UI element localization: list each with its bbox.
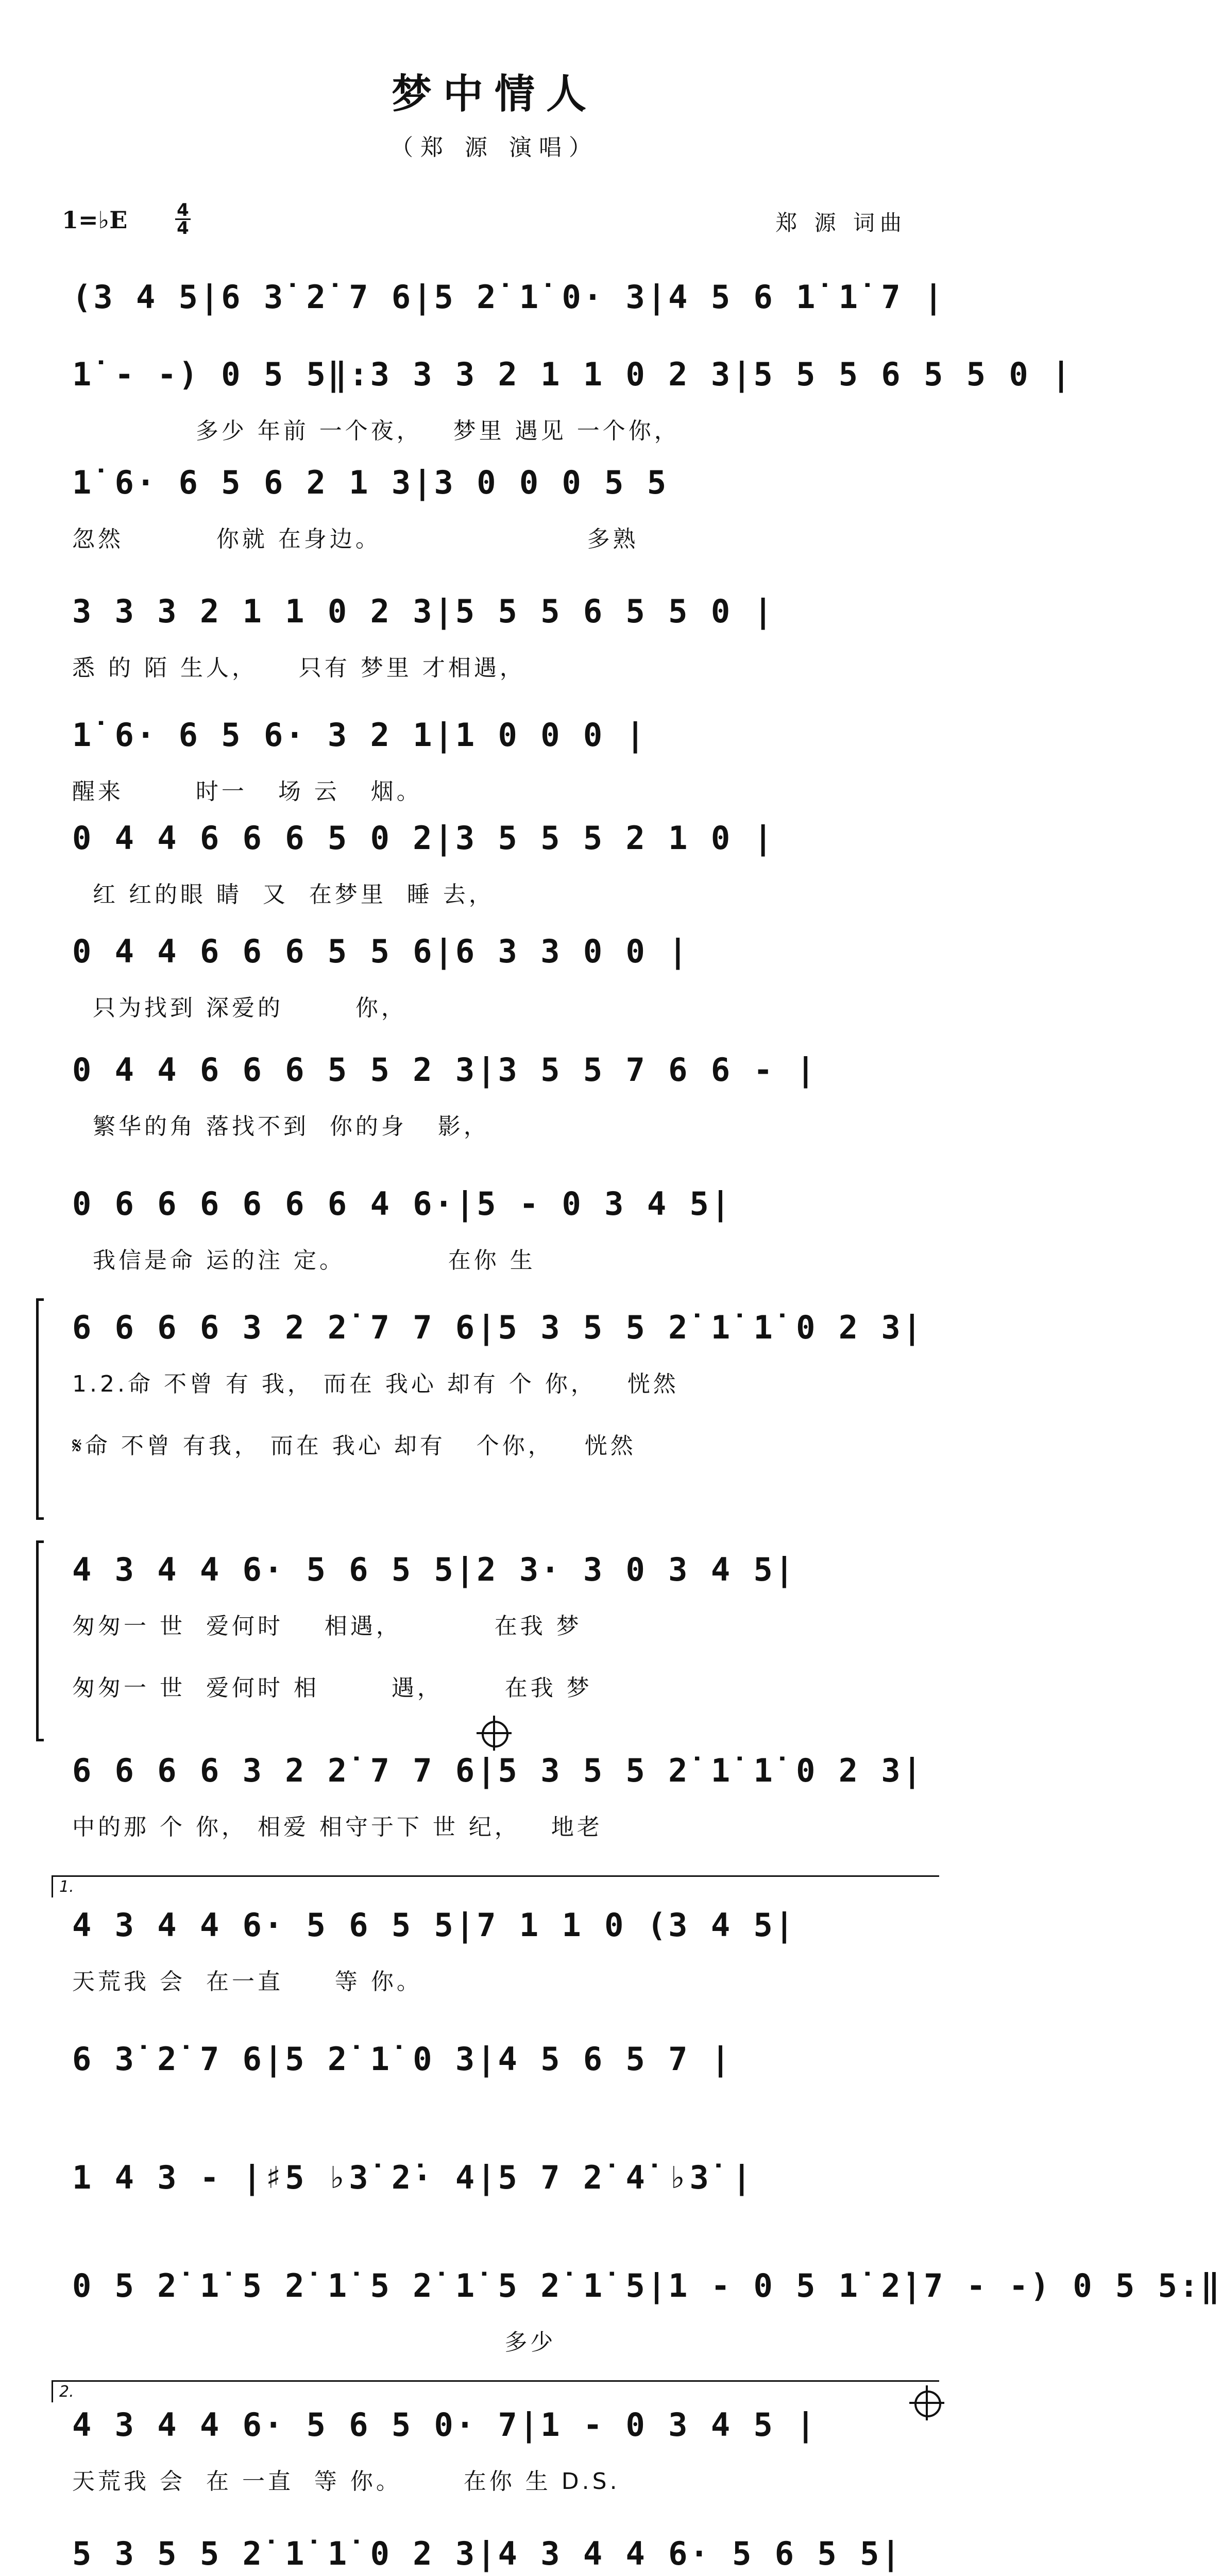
notation-line: 0 4 4 6 6 6 5 0 2|3 5 5 5 2 1 0 | — [72, 819, 775, 857]
volta-bracket — [52, 2380, 939, 2402]
lyric-line: 天荒我 会 在一直 等 你。 — [72, 1969, 422, 1995]
score-system — [52, 1309, 938, 1458]
lyric-line: 多少 年前 一个夜， 梦里 遇见 一个你， — [72, 418, 680, 444]
notation-line: 0 4 4 6 6 6 5 5 6|6 3 3 0 0 | — [72, 933, 690, 970]
coda-icon — [482, 1721, 508, 1748]
score-system — [52, 464, 938, 613]
notation-line: (3 4 5|6 3̇ 2̇ 7 6|5 2̇ 1̇ 0· 3|4 5 6 1̇ 1̇ 7 | — [72, 278, 945, 316]
notation-line: 0 5 2̇ 1̇ 5 2̇ 1̇ 5 2̇ 1̇ 5 2̇ 1̇ 5|1 - 0 5 1̇ 2̇|7 - -) 0 5 5:‖ — [72, 2267, 1222, 2304]
score-system — [52, 1906, 938, 2056]
notation-line: 3 3 3 2 1 1 0 2 3|5 5 5 6 5 5 0 | — [72, 592, 775, 630]
lyric-line: 悉 的 陌 生人， 只有 梦里 才相遇， — [72, 655, 525, 681]
time-signature — [175, 200, 191, 239]
volta-bracket — [52, 1875, 939, 1897]
notation-line: 6 6 6 6 3 2 2̇ 7 7 6|5 3 5 5 2̇ 1̇ 1̇ 0 2 3| — [72, 1309, 924, 1346]
lyric-line: 红 红的眼 睛 又 在梦里 睡 去， — [72, 882, 495, 908]
notation-line: 6 3̇ 2̇ 7 6|5 2̇ 1̇ 0 3|4 5 6 5 7 | — [72, 2040, 733, 2078]
notation-line: 1̇ 6· 6 5 6· 3 2 1|1 0 0 0 | — [72, 716, 647, 754]
notation-line: 4 3 4 4 6· 5 6 5 5|2 3· 3 0 3 4 5| — [72, 1551, 796, 1588]
notation-line: 5 3 5 5 2̇ 1̇ 1̇ 0 2 3|4 3 4 4 6· 5 6 5 5| — [72, 2535, 903, 2572]
notation-line: 4 3 4 4 6· 5 6 5 5|7 1 1 0 (3 4 5| — [72, 1906, 796, 1944]
lyric-line-second-verse: 匆匆一 世 爱何时 相 遇， 在我 梦 — [72, 1675, 592, 1701]
score-system — [52, 2406, 938, 2555]
volta-label: 1. — [59, 1878, 74, 1896]
notation-line: 1 4 3 - |♯5 ♭3̇ 2̇· 4|5 7 2̇ 4̇ ♭3̇ | — [72, 2159, 754, 2196]
verse-bracket — [36, 1298, 44, 1520]
lyric-line: 忽然 你就 在身边。 多熟 — [72, 526, 639, 552]
lyric-line: 我信是命 运的注 定。 在你 生 — [72, 1247, 536, 1274]
song-title: 梦中情人 — [391, 71, 598, 117]
notation-line: 6 6 6 6 3 2 2̇ 7 7 6|5 3 5 5 2̇ 1̇ 1̇ 0 2 3| — [72, 1752, 924, 1789]
coda-icon — [914, 2391, 941, 2417]
lyric-line: 醒来 时一 场 云 烟。 — [72, 778, 422, 805]
notation-line: 1̇ 6· 6 5 6 2 1 3|3 0 0 0 5 5 — [72, 464, 669, 501]
lyric-line: 天荒我 会 在 一直 等 你。 在你 生 D.S. — [72, 2468, 620, 2495]
lyric-line: 多少 — [72, 2329, 556, 2355]
time-top: 4 — [177, 200, 189, 221]
lyric-line: 中的那 个 你， 相爱 相守于下 世 纪， 地老 — [72, 1814, 603, 1840]
score-system — [52, 1051, 938, 1200]
composer-credit: 郑 源 词曲 — [775, 210, 907, 235]
lyric-line: 匆匆一 世 爱何时 相遇， 在我 梦 — [72, 1613, 582, 1639]
time-bottom: 4 — [177, 218, 189, 239]
key-signature: 1=♭E — [62, 206, 128, 234]
score-system — [52, 1551, 938, 1700]
singer-credit: （郑 源 演唱） — [391, 134, 599, 161]
notation-line: 0 4 4 6 6 6 5 5 2 3|3 5 5 7 6 6 - | — [72, 1051, 818, 1089]
score-system — [52, 2535, 938, 2576]
notation-line: 0 6 6 6 6 6 6 4 6·|5 - 0 3 4 5| — [72, 1185, 733, 1223]
notation-line: 4 3 4 4 6· 5 6 5 0· 7|1 - 0 3 4 5 | — [72, 2406, 818, 2444]
lyric-line: 只为找到 深爱的 你， — [72, 995, 407, 1021]
lyric-line: 繁华的角 落找不到 你的身 影， — [72, 1113, 489, 1140]
notation-line: 1̇ - -) 0 5 5‖:3 3 3 2 1 1 0 2 3|5 5 5 6 5 5 0 | — [72, 355, 1073, 393]
volta-label: 2. — [59, 2383, 74, 2401]
lyric-line: 1.2.命 不曾 有 我， 而在 我心 却有 个 你， 恍然 — [72, 1371, 679, 1397]
lyric-line-second-verse: 𝄋命 不曾 有我， 而在 我心 却有 个你， 恍然 — [72, 1433, 636, 1459]
verse-bracket — [36, 1540, 44, 1741]
